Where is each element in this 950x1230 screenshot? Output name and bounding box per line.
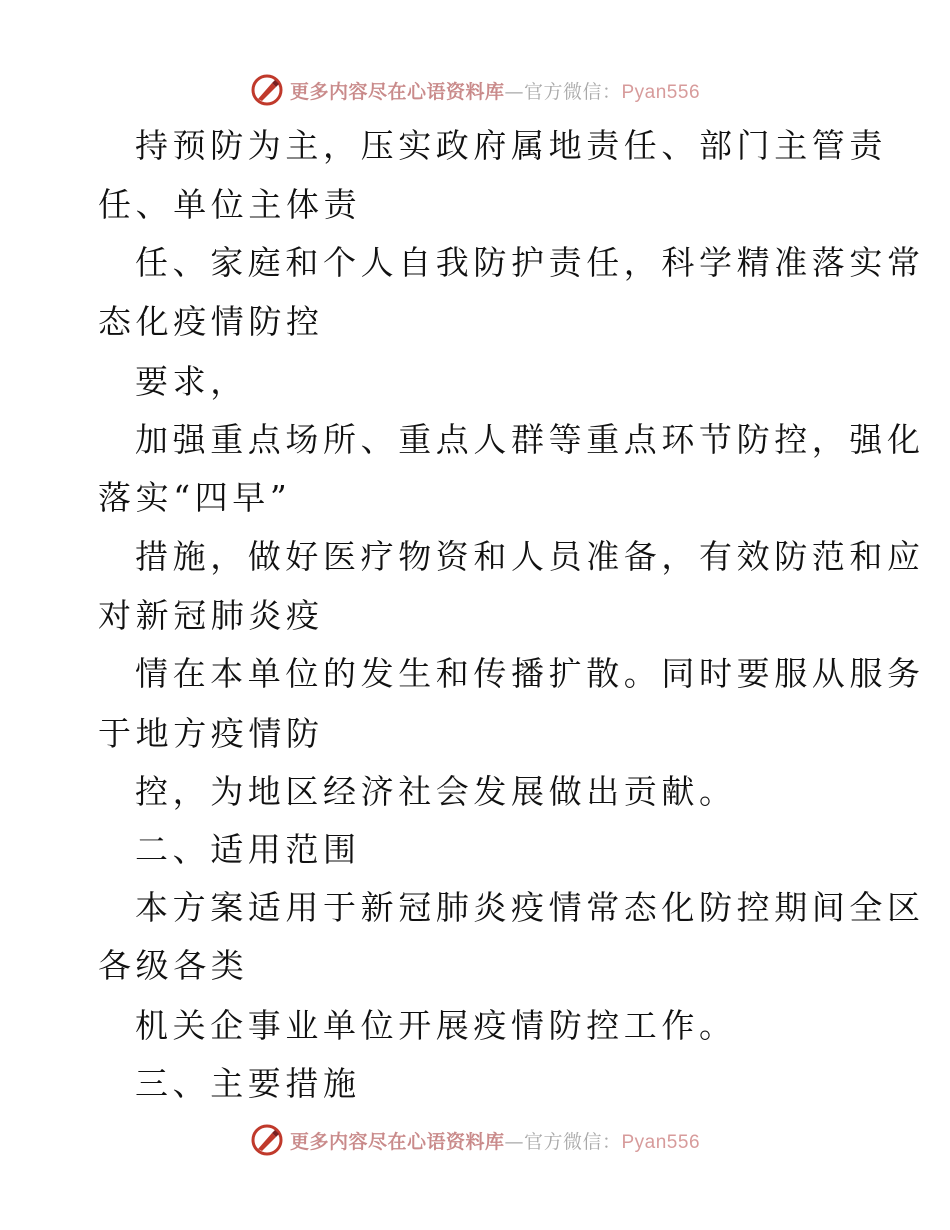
footer-watermark bbox=[0, 1120, 950, 1160]
watermark-id: Pyan556 bbox=[621, 81, 701, 103]
watermark-main-text: 更多内容尽在心语资料库 bbox=[289, 1130, 505, 1153]
watermark-main-text: 更多内容尽在心语资料库 bbox=[289, 80, 505, 103]
section-heading: 二、适用范围 bbox=[135, 830, 361, 869]
text-line: 各级各类 bbox=[98, 946, 249, 985]
text-line: 于地方疫情防 bbox=[98, 714, 324, 753]
watermark-separator: — bbox=[504, 1130, 524, 1153]
text-line: 态化疫情防控 bbox=[98, 302, 324, 341]
pen-logo-icon bbox=[250, 1123, 284, 1157]
text-line: 机关企事业单位开展疫情防控工作。 bbox=[135, 1006, 737, 1045]
text-line: 持预防为主，压实政府属地责任、部门主管责 bbox=[135, 126, 887, 165]
watermark-separator: — bbox=[504, 80, 524, 103]
header-watermark bbox=[0, 70, 950, 110]
text-line: 任、单位主体责 bbox=[98, 185, 362, 224]
text-line: 要求， bbox=[135, 362, 248, 401]
pen-logo-icon bbox=[250, 73, 284, 107]
watermark-label: 官方微信： bbox=[523, 80, 622, 103]
watermark-id: Pyan556 bbox=[621, 1131, 701, 1153]
text-line: 对新冠肺炎疫 bbox=[98, 596, 324, 635]
text-line: 本方案适用于新冠肺炎疫情常态化防控期间全区 bbox=[135, 888, 925, 927]
text-line: 情在本单位的发生和传播扩散。同时要服从服务 bbox=[135, 654, 925, 693]
section-heading: 三、主要措施 bbox=[135, 1064, 361, 1103]
text-line: 加强重点场所、重点人群等重点环节防控，强化 bbox=[135, 420, 925, 459]
text-line: 落实“四早” bbox=[98, 478, 292, 517]
text-line: 措施，做好医疗物资和人员准备，有效防范和应 bbox=[135, 537, 925, 576]
text-line: 任、家庭和个人自我防护责任，科学精准落实常 bbox=[135, 243, 925, 282]
watermark-label: 官方微信： bbox=[523, 1130, 622, 1153]
text-line: 控，为地区经济社会发展做出贡献。 bbox=[135, 772, 737, 811]
